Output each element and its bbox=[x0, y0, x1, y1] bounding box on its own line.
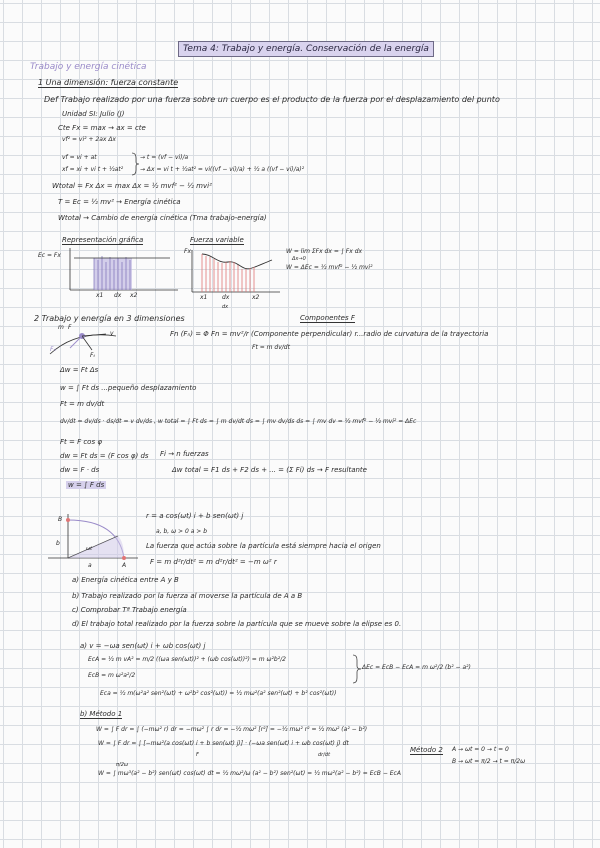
graph-result-1: W = lim ΣFx dx = ∫ Fx dx bbox=[286, 248, 363, 255]
answer-b-3: W = ∫ mω³(a² − b²) sen(ωt) cos(ωt) dt = ½ mω²/ω (a² − b²) sen²(ωt) = ½ mω²(a² − b²) = EcB − EcA bbox=[98, 770, 401, 777]
ellipse-label-a-upper: A bbox=[122, 562, 127, 569]
graph1-axis-label: Ec = Fx bbox=[38, 252, 61, 259]
brace-1 bbox=[130, 152, 140, 176]
s1-line-5: → t = (vf − vi)/a bbox=[140, 154, 189, 161]
s2-d6: dw = Ft ds = (F cos φ) ds bbox=[60, 452, 149, 460]
answer-a-3: EcB = m ω²a²/2 bbox=[88, 672, 136, 679]
s2-ft-line: Ft = m dv/dt bbox=[252, 344, 290, 351]
diagram-label-fn: Fₙ bbox=[50, 346, 56, 353]
method-2-label-text: Método 2 bbox=[410, 746, 443, 754]
question-b: b) Trabajo realizado por la fuerza al moverse la partícula de A a B bbox=[72, 592, 303, 600]
s2-d3: Ft = m dv/dt bbox=[60, 400, 105, 408]
graph1-plot bbox=[70, 248, 180, 294]
graph2-label-text: Fuerza variable bbox=[190, 236, 244, 244]
diagram-label-ft: Fₜ bbox=[90, 352, 96, 359]
ellipse-label-a: a bbox=[88, 562, 92, 569]
s2-d7: dw = F · ds bbox=[60, 466, 100, 474]
answer-b-3-limit: π/2ω bbox=[116, 762, 129, 768]
brace-2 bbox=[352, 654, 362, 684]
s3-e3: La fuerza que actúa sobre la partícula está siempre hacia el origen bbox=[146, 542, 381, 550]
question-a: a) Energía cinética entre A y B bbox=[72, 576, 179, 584]
s2-heading: 2 Trabajo y energía en 3 dimensiones bbox=[34, 314, 185, 323]
answer-a-2: EcA = ½ m vA² = m/2 ((ωa sen(ωt))² + (ωb cos(ωt))²) = m ω²b²/2 bbox=[88, 656, 286, 663]
method-2-label bbox=[410, 746, 443, 755]
s3-e2: a, b, ω > 0 a > b bbox=[156, 528, 208, 535]
s3-e4: F = m d²r/dt² = m d²r/dt² = −m ω² r bbox=[150, 558, 277, 566]
method-2-b: B → ωt = π/2 → t = π/2ω bbox=[452, 758, 526, 765]
graph2-plot bbox=[192, 250, 282, 296]
graph-result-2: W = ΔEc = ½ mvf² − ½ mvi² bbox=[286, 264, 373, 271]
question-d: d) El trabajo total realizado por la fuerza sobre la partícula que se mueve sobre la elipse es 0. bbox=[72, 620, 402, 628]
answer-b-label bbox=[80, 710, 122, 719]
answer-a-5: Eca = ½ m(ω²a² sen²(ωt) + ω²b² cos²(ωt)) = ½ mω²(a² sen²(ωt) + b² cos²(ωt)) bbox=[100, 690, 337, 697]
s2-components-text: Componentes F bbox=[300, 314, 355, 322]
answer-b-2-under-f: F bbox=[196, 752, 199, 758]
diagram-label-f: F bbox=[68, 324, 72, 331]
graph2-dx-mid: dx bbox=[222, 294, 230, 301]
graph1-label-text: Representación gráfica bbox=[62, 236, 144, 244]
s2-components bbox=[300, 314, 355, 323]
question-c: c) Comprobar Tª Trabajo energía bbox=[72, 606, 187, 614]
s1-line-2: vf² = vi² + 2ax Δx bbox=[62, 136, 116, 143]
s3-e1: r = a cos(ωt) i + b sen(ωt) j bbox=[146, 512, 244, 520]
graph2-x2: x2 bbox=[252, 294, 260, 301]
answer-a-4: ΔEc = EcB − EcA = m ω²/2 (b² − a²) bbox=[362, 664, 471, 671]
s1-definition: Def Trabajo realizado por una fuerza sobre un cuerpo es el producto de la fuerza por el desplazamiento del punto bbox=[44, 95, 500, 104]
s2-d5: Ft = F cos φ bbox=[60, 438, 102, 446]
answer-b-1: W = ∫ F dr = ∫ (−mω² r) dr = −mω² ∫ r dr = −½ mω² [r²] = −½ mω² r² = ½ mω² (a² − b²) bbox=[96, 726, 368, 733]
graph2-dx-bottom: dx bbox=[222, 304, 229, 310]
s2-d8: Fi → n fuerzas bbox=[160, 450, 209, 458]
graph2-axis-label: Fx bbox=[184, 248, 192, 255]
s2-fn-line: Fn (Fₙ) = Φ Fn = mv²/r (Componente perpendicular) r...radio de curvatura de la trayectoria bbox=[170, 330, 489, 338]
method-2-a: A → ωt = 0 → t = 0 bbox=[452, 746, 509, 753]
s1-unit: Unidad SI: Julio (J) bbox=[62, 110, 125, 118]
s1-line-1: Cte Fx = max → ax = cte bbox=[58, 124, 146, 132]
s1-line-8: T = Ec = ½ mv² → Energía cinética bbox=[58, 198, 181, 206]
s1-line-6: → Δx = vi t + ½at² = vi((vf − vi)/a) + ½ a ((vf − vi)/a)² bbox=[140, 166, 305, 173]
s1-line-4: xf = xi + vi t + ½at² bbox=[62, 166, 124, 173]
graph1-dx: dx bbox=[114, 292, 122, 299]
diagram-label-v: v bbox=[110, 330, 114, 337]
answer-a-1: a) v = −ωa sen(ωt) i + ωb cos(ωt) j bbox=[80, 642, 206, 650]
graph1-x2: x2 bbox=[130, 292, 138, 299]
section-heading: Trabajo y energía cinética bbox=[30, 62, 147, 72]
answer-b-2: W = ∫ F dr = ∫ [−mω²(a cos(ωt) i + b sen(ωt) j)] · (−ωa sen(ωt) i + ωb cos(ωt) j) dt bbox=[98, 740, 349, 747]
ellipse-label-wt: ωt bbox=[86, 546, 93, 552]
s2-d2: w = ∫ Ft ds ...pequeño desplazamiento bbox=[60, 384, 197, 392]
s1-line-7: Wtotal = Fx Δx = max Δx = ½ mvf² − ½ mvi² bbox=[52, 182, 212, 190]
page-title: Tema 4: Trabajo y energía. Conservación de la energía bbox=[178, 41, 434, 57]
answer-b-2-under-drdt: dr/dt bbox=[318, 752, 331, 758]
graph1-x1: x1 bbox=[96, 292, 104, 299]
diagram-label-m: m bbox=[58, 324, 64, 331]
s2-d10 bbox=[66, 481, 106, 490]
graph2-label bbox=[190, 236, 244, 245]
ellipse-label-b: b bbox=[56, 540, 60, 547]
answer-b-label-text: b) Método 1 bbox=[80, 710, 123, 718]
graph-result-1-sub: Δx→0 bbox=[292, 256, 306, 262]
s2-d10-text: w = ∫ F ds bbox=[68, 481, 105, 489]
s1-line-3: vf = vi + at bbox=[62, 154, 97, 161]
s1-line-9: Wtotal → Cambio de energía cinética (Tma trabajo-energía) bbox=[58, 214, 267, 222]
ellipse-label-b-upper: B bbox=[58, 516, 63, 523]
s2-d4: dv/dt = dv/ds · ds/dt = v dv/ds , w total = ∫ Ft ds = ∫ m dv/dt ds = ∫ mv dv/ds ds = ∫ mv dv = ½ mvf² − ½ mvi² = ΔEc bbox=[60, 418, 417, 425]
s2-d1: Δw = Ft Δs bbox=[60, 366, 99, 374]
s1-heading bbox=[38, 78, 178, 88]
graph1-label bbox=[62, 236, 143, 245]
graph2-x1: x1 bbox=[200, 294, 208, 301]
s1-heading-text: 1 Una dimensión: fuerza constante bbox=[38, 78, 179, 87]
s2-d9: Δw total = F1 ds + F2 ds + ... = (Σ Fi) ds → F resultante bbox=[172, 466, 367, 474]
